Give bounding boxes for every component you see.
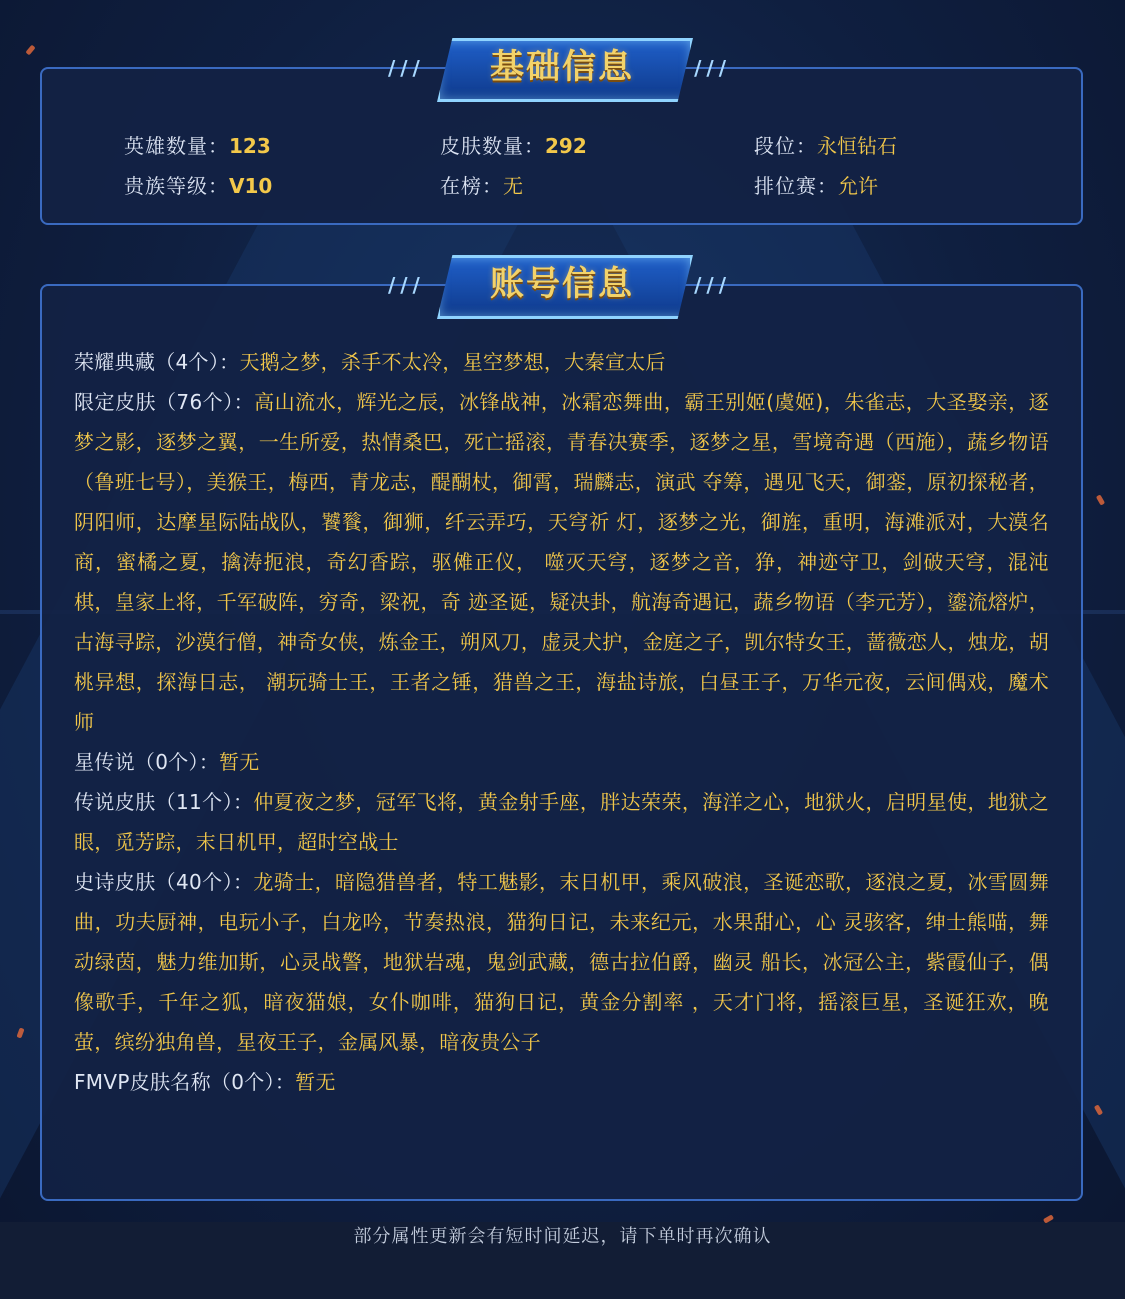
ranked-match [754, 171, 878, 201]
ranked-match-label: 排位赛： [754, 174, 838, 198]
skin-category [74, 782, 1049, 862]
basic-info-title: 基础信息 [490, 47, 634, 87]
basic-info-row [124, 131, 1054, 161]
skin-category [74, 342, 1049, 382]
skin-category [74, 862, 1049, 1062]
skin-category-list: 天鹅之梦，杀手不太冷，星空梦想，大秦宣太后 [239, 350, 666, 374]
rank-label: 段位： [754, 134, 817, 158]
skin-category-list: 高山流水，辉光之辰，冰锋战神，冰霜恋舞曲，霸王别姬(虞姬)，朱雀志，大圣娶亲，逐梦之影，逐梦之翼，一生所爱，热情桑巴，死亡摇滚，青春决赛季，逐梦之星，雪境奇遇（西施），蔬乡物语（鲁班七号），美猴王，梅西，青龙志，醍醐杖，御霄，瑞麟志，演武 夺筹，遇见飞天，御銮，原初探秘者，阴阳师，达摩星际陆战队，饕餮，御狮，纤云弄巧，天穹祈 灯，逐梦之光，御旌，重明，海滩派对，大漠名商，蜜橘之夏，擒涛扼浪，奇幻香踪，驱傩正仪， 噬灭天穹，逐梦之音，狰，神迹守卫，剑破天穹，混沌棋，皇家上将，千军破阵，穷奇，梁祝，奇 迹圣诞，疑决卦，航海奇遇记，蔬乡物语（李元芳），鎏流熔炉，古海寻踪，沙漠行僧，神奇女侠，炼金王，朔风刀，虚灵犬护，金庭之子，凯尔特女王，蔷薇恋人，烛龙，胡桃异想，探海日志， 潮玩骑士王，王者之锤，猎兽之王，海盐诗旅，白昼王子，万华元夜，云间偶戏，魔术师 [74, 390, 1049, 734]
ranked-match-value: 允许 [838, 174, 878, 198]
skin-category-name: FMVP皮肤名称（0个）： [74, 1070, 296, 1094]
slash-decoration: / / / [694, 273, 725, 297]
skin-category [74, 742, 1049, 782]
noble-level-label: 贵族等级： [124, 174, 229, 198]
hero-count-value: 123 [229, 134, 271, 158]
rank [754, 131, 897, 161]
rank-value: 永恒钻石 [817, 134, 897, 158]
account-info-body [74, 342, 1049, 1102]
skin-category-list: 暂无 [219, 750, 260, 774]
noble-level [124, 171, 272, 201]
skin-count-label: 皮肤数量： [440, 134, 545, 158]
slash-decoration: / / / [694, 56, 725, 80]
on-board-value: 无 [503, 174, 523, 198]
skin-category-name: 星传说（0个）： [74, 750, 220, 774]
skin-category-list: 龙骑士，暗隐猎兽者，特工魅影，末日机甲，乘风破浪，圣诞恋歌，逐浪之夏，冰雪圆舞曲，功夫厨神，电玩小子，白龙吟，节奏热浪，猫狗日记，未来纪元，水果甜心，心 灵骇客，绅士熊喵，舞动绿茵，魅力维加斯，心灵战警，地狱岩魂，鬼剑武藏，德古拉伯爵，幽灵 船长，冰冠公主，紫霞仙子，偶像歌手，千年之狐，暗夜猫娘，女仆咖啡，猫狗日记，黄金分割率 ，天才门将，摇滚巨星，圣诞狂欢，晚萤，缤纷独角兽，星夜王子，金属风暴，暗夜贵公子 [74, 870, 1050, 1054]
skin-count [440, 131, 587, 161]
slash-decoration: / / / [388, 56, 419, 80]
slash-decoration: / / / [388, 273, 419, 297]
basic-info-row [124, 171, 1054, 201]
account-info-panel [40, 284, 1083, 1201]
on-board [440, 171, 523, 201]
hero-count [124, 131, 271, 161]
skin-category-name: 荣耀典藏（4个）： [74, 350, 240, 374]
account-info-title-banner [380, 249, 745, 319]
account-info-title: 账号信息 [490, 264, 634, 304]
skin-category-name: 传说皮肤（11个）： [74, 790, 254, 814]
hero-count-label: 英雄数量： [124, 134, 229, 158]
skin-category-name: 限定皮肤（76个）： [74, 390, 255, 414]
skin-category-name: 史诗皮肤（40个）： [74, 870, 254, 894]
skin-category-list: 暂无 [295, 1070, 336, 1094]
skin-category [74, 1062, 1049, 1102]
skin-count-value: 292 [545, 134, 587, 158]
skin-category [74, 382, 1049, 742]
basic-info-title-banner [380, 32, 745, 102]
noble-level-value: V10 [229, 174, 273, 198]
footer-note: 部分属性更新会有短时间延迟，请下单时再次确认 [353, 1226, 772, 1247]
on-board-label: 在榜： [440, 174, 503, 198]
skin-category-list: 仲夏夜之梦，冠军飞将，黄金射手座，胖达荣荣，海洋之心，地狱火，启明星使，地狱之眼，觅芳踪，末日机甲，超时空战士 [74, 790, 1050, 854]
